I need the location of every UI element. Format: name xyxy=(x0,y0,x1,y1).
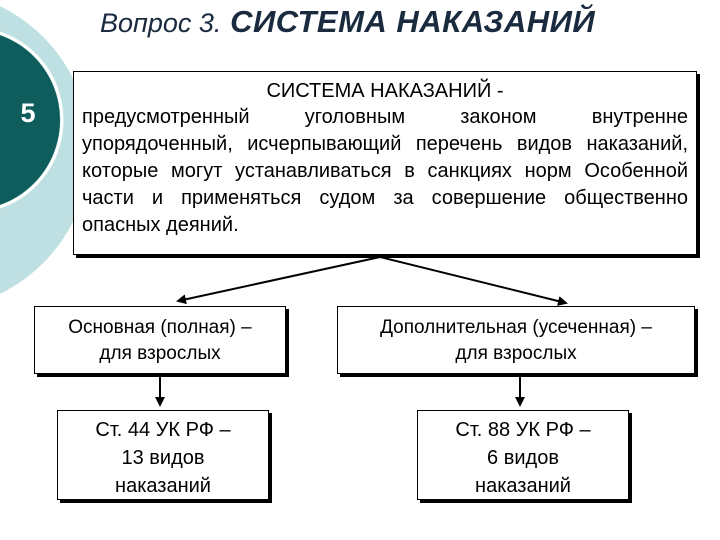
article-44-line-1: Ст. 44 УК РФ – xyxy=(95,419,231,441)
title-prefix: Вопрос 3. xyxy=(100,8,222,38)
article-88-box xyxy=(417,410,629,500)
article-44-box xyxy=(57,410,269,500)
definition-box xyxy=(73,71,697,255)
additional-system-line-2: для взрослых xyxy=(455,343,577,364)
definition-heading: СИСТЕМА НАКАЗАНИЙ - xyxy=(266,80,504,102)
main-system-line-2: для взрослых xyxy=(99,343,221,364)
article-88-line-3: наказаний xyxy=(475,475,571,497)
definition-text: предусмотренный уголовным законом внутренне упорядоченный, исчерпывающий перечень видов наказаний, которые могут устанавливаться в санкциях норм Особенной части и применяться судом за совершение общественно опасных деяний. xyxy=(82,106,688,236)
article-88-line-2: 6 видов xyxy=(487,447,559,469)
article-44-line-2: 13 видов xyxy=(121,447,205,469)
main-system-line-1: Основная (полная) – xyxy=(68,317,252,338)
article-88-line-1: Ст. 88 УК РФ – xyxy=(455,419,591,441)
additional-system-box xyxy=(337,306,695,374)
main-system-box xyxy=(34,306,286,374)
title-main: СИСТЕМА НАКАЗАНИЙ xyxy=(230,4,596,39)
additional-system-line-1: Дополнительная (усеченная) – xyxy=(380,317,652,338)
slide-number: 5 xyxy=(20,98,36,128)
article-44-line-3: наказаний xyxy=(115,475,211,497)
slide-title xyxy=(100,4,700,40)
